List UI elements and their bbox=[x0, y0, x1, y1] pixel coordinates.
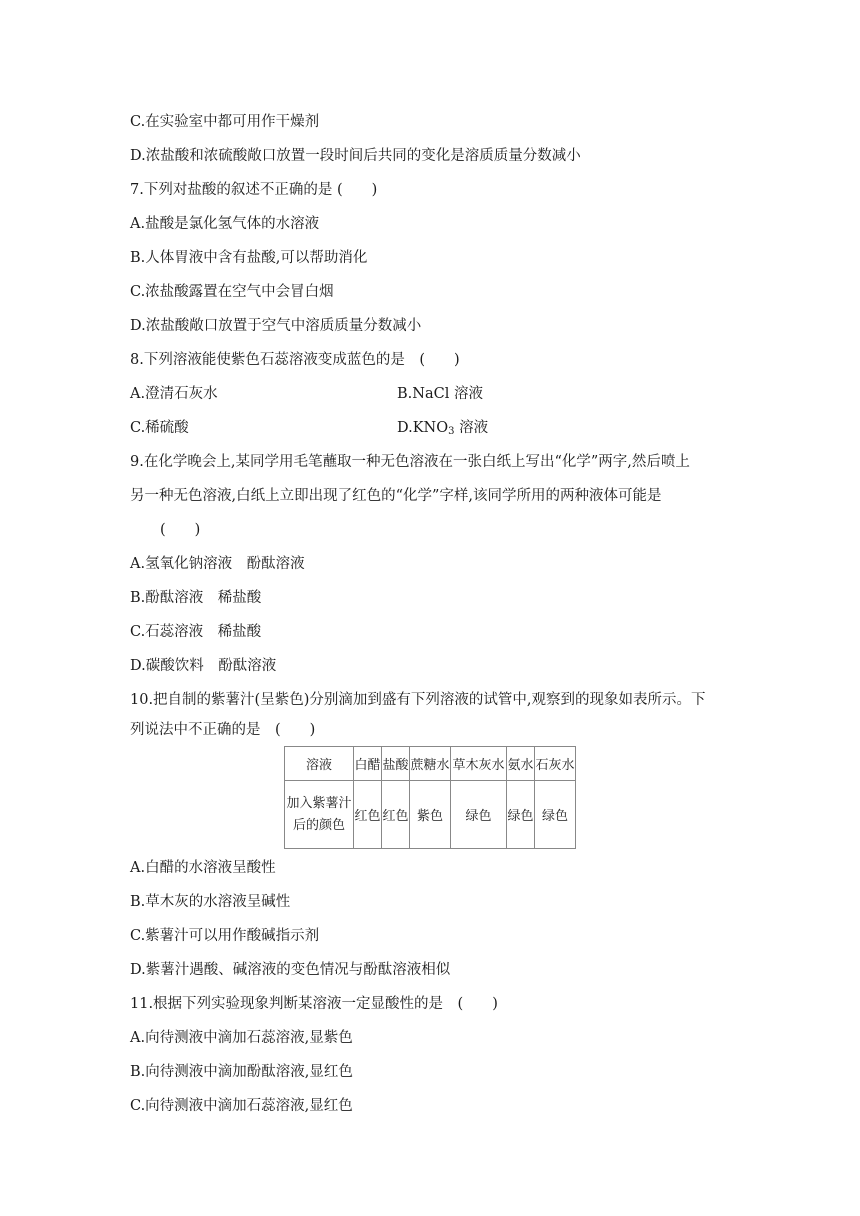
q8-option-c: C.稀硫酸 bbox=[130, 420, 189, 436]
table-row-label bbox=[285, 781, 354, 849]
option-c-desiccant: C.在实验室中都可用作干燥剂 bbox=[130, 114, 320, 130]
q7-option-a: A.盐酸是氯化氢气体的水溶液 bbox=[130, 216, 320, 232]
q10-option-c: C.紫薯汁可以用作酸碱指示剂 bbox=[130, 928, 320, 944]
q7-option-c: C.浓盐酸露置在空气中会冒白烟 bbox=[130, 284, 334, 300]
table-cell: 绿色 bbox=[451, 781, 507, 849]
q8-option-d-suffix: 溶液 bbox=[454, 420, 489, 436]
table-header-cell: 白醋 bbox=[354, 747, 382, 781]
table-cell: 紫色 bbox=[410, 781, 451, 849]
row-label-line-1: 加入紫薯汁 bbox=[286, 795, 352, 811]
q11-option-c: C.向待测液中滴加石蕊溶液,显红色 bbox=[130, 1098, 353, 1114]
table-cell: 红色 bbox=[382, 781, 410, 849]
question-9-answer-bracket: ( ) bbox=[160, 522, 201, 538]
q9-option-c: C.石蕊溶液 稀盐酸 bbox=[130, 624, 262, 640]
question-10-line-1: 10.把自制的紫薯汁(呈紫色)分别滴加到盛有下列溶液的试管中,观察到的现象如表所示。下 bbox=[130, 692, 706, 708]
table-header-cell: 石灰水 bbox=[535, 747, 576, 781]
q10-option-d: D.紫薯汁遇酸、碱溶液的变色情况与酚酞溶液相似 bbox=[130, 962, 451, 978]
option-d-concentration: D.浓盐酸和浓硫酸敞口放置一段时间后共同的变化是溶质质量分数减小 bbox=[130, 148, 581, 164]
q9-option-a: A.氢氧化钠溶液 酚酞溶液 bbox=[130, 556, 305, 572]
table-header-row bbox=[285, 747, 576, 781]
q7-option-d: D.浓盐酸敞口放置于空气中溶质质量分数减小 bbox=[130, 318, 422, 334]
table-cell: 绿色 bbox=[507, 781, 535, 849]
question-8: 8.下列溶液能使紫色石蕊溶液变成蓝色的是 ( ) bbox=[130, 352, 460, 368]
q8-option-d bbox=[397, 418, 488, 438]
q7-option-b: B.人体胃液中含有盐酸,可以帮助消化 bbox=[130, 250, 368, 266]
q10-option-a: A.白醋的水溶液呈酸性 bbox=[130, 860, 276, 876]
question-9-line-1: 9.在化学晚会上,某同学用毛笔蘸取一种无色溶液在一张白纸上写出“化学”两字,然后喷上 bbox=[130, 454, 690, 470]
table-row bbox=[285, 781, 576, 849]
row-label-line-2: 后的颜色 bbox=[292, 817, 345, 833]
q11-option-b: B.向待测液中滴加酚酞溶液,显红色 bbox=[130, 1064, 353, 1080]
question-7: 7.下列对盐酸的叙述不正确的是 ( ) bbox=[130, 182, 378, 198]
subscript-3: 3 bbox=[448, 426, 455, 437]
table-header-cell: 草木灰水 bbox=[451, 747, 507, 781]
q10-option-b: B.草木灰的水溶液呈碱性 bbox=[130, 894, 291, 910]
table-header-cell: 盐酸 bbox=[382, 747, 410, 781]
table-header-cell: 氨水 bbox=[507, 747, 535, 781]
q9-option-b: B.酚酞溶液 稀盐酸 bbox=[130, 590, 262, 606]
q8-option-a: A.澄清石灰水 bbox=[130, 386, 218, 402]
q9-option-d: D.碳酸饮料 酚酞溶液 bbox=[130, 658, 277, 674]
question-11: 11.根据下列实验现象判断某溶液一定显酸性的是 ( ) bbox=[130, 996, 498, 1012]
table-header-cell: 溶液 bbox=[285, 747, 354, 781]
question-10-line-2: 列说法中不正确的是 ( ) bbox=[130, 722, 316, 738]
question-9-line-2: 另一种无色溶液,白纸上立即出现了红色的“化学”字样,该同学所用的两种液体可能是 bbox=[130, 488, 662, 504]
q11-option-a: A.向待测液中滴加石蕊溶液,显紫色 bbox=[130, 1030, 353, 1046]
purple-potato-table bbox=[284, 746, 576, 849]
q8-option-d-text: D.KNO bbox=[397, 420, 449, 436]
table-cell: 绿色 bbox=[535, 781, 576, 849]
table-cell: 红色 bbox=[354, 781, 382, 849]
table-header-cell: 蔗糖水 bbox=[410, 747, 451, 781]
q8-option-b: B.NaCl 溶液 bbox=[397, 386, 483, 402]
